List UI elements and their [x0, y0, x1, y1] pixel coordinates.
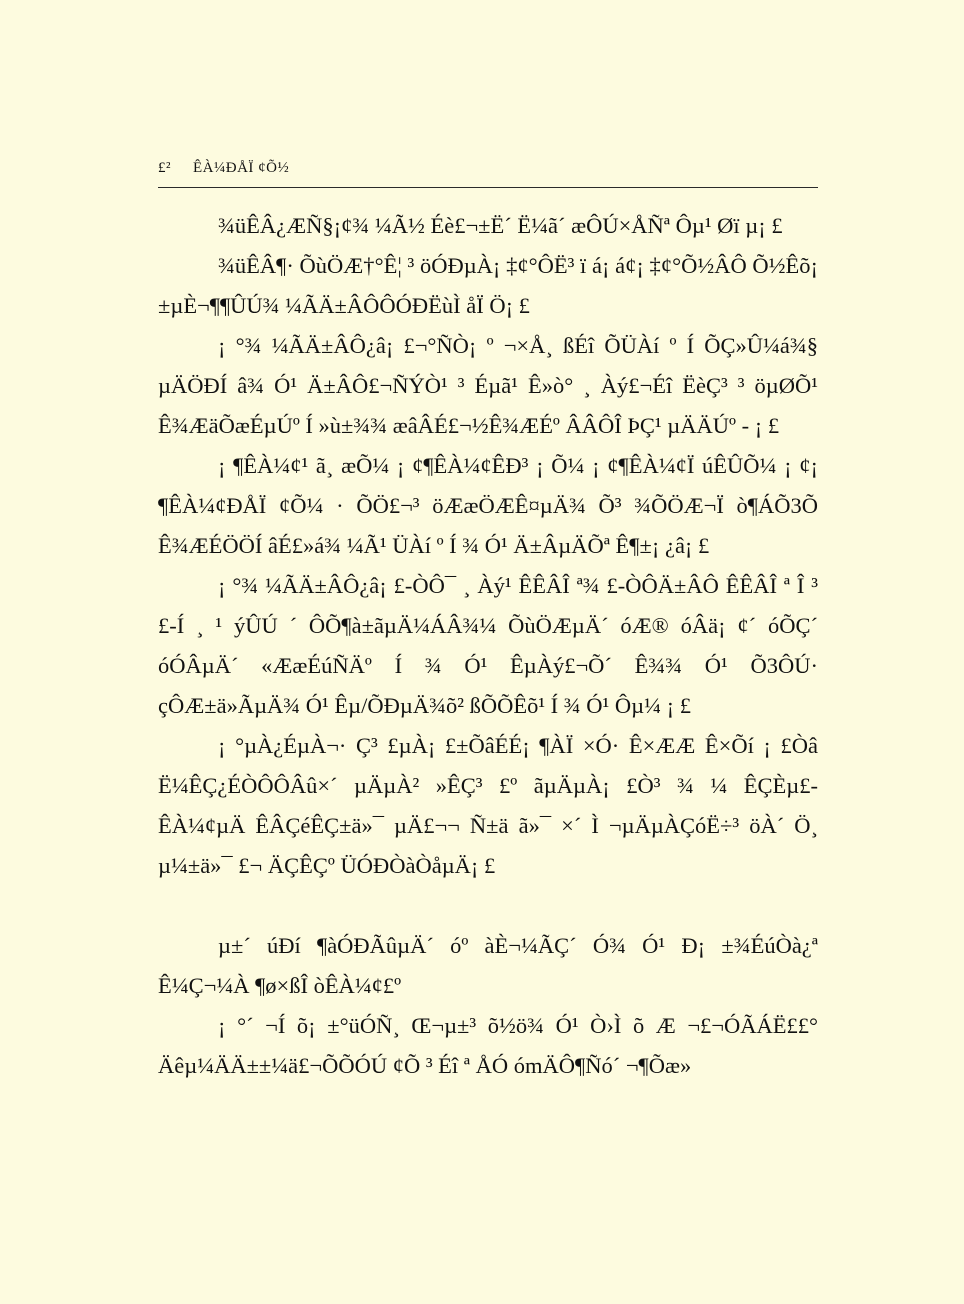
page-content — [158, 160, 818, 1086]
body-text — [158, 206, 818, 1086]
paragraph: ¡ ¶ÊÀ¼¢¹ ã¸ æÕ¼ ¡ ¢¶ÊÀ¼¢ÊÐ³ ¡ Õ¼ ¡ ¢¶ÊÀ¼¢Ï úÊÛÕ¼ ¡ ¢¡ ¶ÊÀ¼¢ÐÅÏ ¢Õ¼ · ÕÖ£¬³ öÆæÖÆÊ¤µÄ¾ Õ³ ¾ÕÖÆ¬Ï ò¶ÁÕ3Õ Ê¾ÆÉÖÖÍ âÉ£»á¾ ¼Ã¹ ÜÀí º Í ¾ Ó¹ Ä±ÂµÄÕª Ê¶±¡ ¿â¡ £ — [158, 453, 818, 558]
paragraph: µ±´ úÐí ¶àÓÐÃûµÄ´ óº àÈ¬¼ÃÇ´ Ó¾ Ó¹ Ð¡ ±¾ÉúÒà¿ª Ê¼Ç¬¼À ¶ø×ßÎ òÊÀ¼¢£º — [158, 933, 818, 998]
running-title: ÊÀ¼ÐÅÏ ¢Õ½ — [193, 160, 290, 176]
paragraph: ¡ °µÀ¿ÉµÀ¬· Ç³ £µÀ¡ £±ÕâÉÉ¡ ¶ÀÏ ×Ó· Ê×ÆÆ Ê×Õí ¡ £Òâ Ë¼ÊÇ¿ÉÒÔÔÂû×´ µÄµÀ² »ÊÇ³ £º ãµÄµÀ¡ £Ò³ ¾ ¼ ÊÇÈµ£-ÊÀ¼¢µÄ ÊÂÇéÊÇ±ä»¯ µÄ£¬¬ Ñ±ä ã»¯ ×´ Ì ¬µÄµÀÇóË÷³ öÀ´ Ö¸ µ¼±ä»¯ £¬ ÄÇÊÇº ÜÓÐÒàÒåµÄ¡ £ — [158, 733, 818, 878]
paragraph: ¡ °¾ ¼ÃÄ±ÂÔ¿â¡ £¬°ÑÒ¡ º ¬×Å¸ ßÉî ÕÜÀí º Í ÕÇ»Û¼á¾§ µÄÖÐÍ â¾ Ó¹ Ä±ÂÔ£¬ÑÝÒ¹ ³ Éµã¹ Ê»ò° ¸ Àý£¬Éî ËèÇ³ ³ öµØÕ¹ Ê¾ÆäÕæÉµÚº Í »ù±¾¾ æâÂÉ£¬½Ê¾ÆÉº ÂÂÔÎ ÞÇ¹ µÄÄÚº - ¡ £ — [158, 333, 818, 438]
paragraph: ¾üÊÂ¶· ÕùÖÆ†°Ê¦ ³ öÓÐµÀ¡ ‡¢°ÔË³ ï á¡ á¢¡ ‡¢°Õ½ÂÔ Õ½Êõ¡ ±µÈ¬¶¶ÛÚ¾ ¼ÃÄ±ÂÔÔÓÐËùÌ åÏ Ö¡ £ — [158, 253, 818, 318]
header-rule — [158, 187, 818, 188]
page-number: £² — [158, 160, 171, 176]
paragraph: ¡ °´ ¬Í õ¡ ±°üÓÑ¸ Œ¬µ±³ õ½ö¾ Ó¹ Ò›Ì õ Æ ¬£¬ÓÃÁË££° Äêµ¼ÄÄ±±¼ä£¬ÕÕÓÚ ¢Õ ³ Éî ª ÅÓ ómÄÔ¶Ñó´ ¬¶Õæ» — [158, 1013, 818, 1078]
running-head — [158, 160, 818, 187]
paragraph: ¾üÊÂ¿ÆÑ§¡¢¾ ¼Ã½ Éè£¬±Ë´ Ë¼ã´ æÔÚ×ÅÑª Ôµ¹ Øï µ¡ £ — [218, 213, 783, 238]
paragraph: ¡ °¾ ¼ÃÄ±ÂÔ¿â¡ £-ÒÔ¯ ¸ Àý¹ ÊÊÂÎ ª¾ £-ÒÔÄ±ÂÔ ÊÊÂÎ ª Î ³ £-Í ¸ ¹ ýÛÚ ´ ÔÕ¶à±ãµÄ¼ÁÂ¾¼ ÕùÖÆµÄ´ óÆ® óÂä¡ ¢´ óÕÇ´ óÓÂµÄ´ «ÆæÉúÑÄº Í ¾ Ó¹ ÊµÀý£¬Õ´ Ê¾¾ Ó¹ Õ3ÔÚ· çÔÆ±ä»ÃµÄ¾ Ó¹ Êµ/ÕÐµÄ¾õ² ßÕÕÊõ¹ Í ¾ Ó¹ Ôµ¼ ¡ £ — [158, 573, 818, 718]
